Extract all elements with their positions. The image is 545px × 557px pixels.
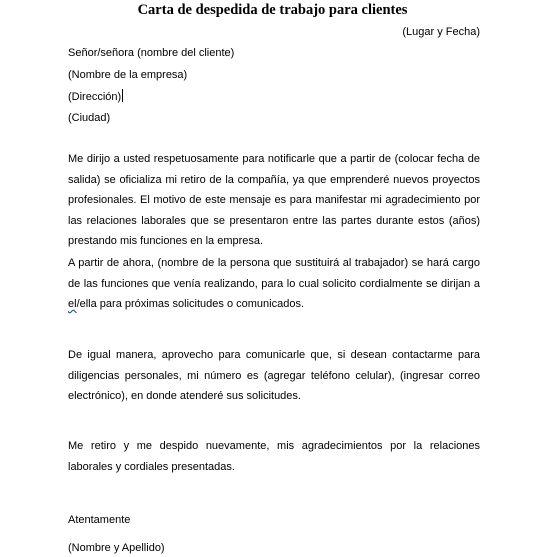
recipient-company: (Nombre de la empresa): [68, 69, 188, 81]
paragraph-2-text-end: /ella para próximas solicitudes o comunicados.: [76, 298, 305, 310]
text-cursor: [122, 89, 123, 102]
recipient-salutation: Señor/señora (nombre del cliente): [68, 47, 235, 59]
spellcheck-underlined-word: el: [68, 298, 77, 310]
paragraph-2-text-start: A partir de ahora, (nombre de la persona que sustituirá al trabajador) se hará cargo de las funciones que venía realizando, para lo cual solicito cordialmente se dirijan a: [68, 257, 480, 290]
recipient-city: (Ciudad): [68, 112, 111, 124]
body-paragraph-1: Me dirijo a usted respetuosamente para notificarle que a partir de (colocar fecha de salida) se oficializa mi retiro de la compañía, ya que emprenderé nuevos proyectos profesionales. El motivo de este mensaje es para manifestar mi agradecimiento por las relaciones laborales que se presentaron entre las partes durante estos (años) prestando mis funciones en la empresa.: [68, 153, 480, 247]
letter-title: Carta de despedida de trabajo para clientes: [137, 2, 408, 18]
place-date-placeholder: (Lugar y Fecha): [402, 26, 480, 38]
body-paragraph-4: Me retiro y me despido nuevamente, mis agradecimientos por la relaciones laborales y cordiales presentadas.: [68, 440, 480, 473]
body-paragraph-2: [68, 253, 480, 315]
closing-text: Atentamente: [68, 514, 131, 526]
signature-placeholder: (Nombre y Apellido): [68, 542, 165, 554]
recipient-address-line[interactable]: [68, 89, 123, 104]
body-paragraph-3: De igual manera, aprovecho para comunicarle que, si desean contactarme para diligencias personales, mi número es (agregar teléfono celular), (ingresar correo electrónico), en donde atenderé sus solicitudes.: [68, 349, 480, 402]
recipient-address: (Dirección): [68, 91, 122, 103]
